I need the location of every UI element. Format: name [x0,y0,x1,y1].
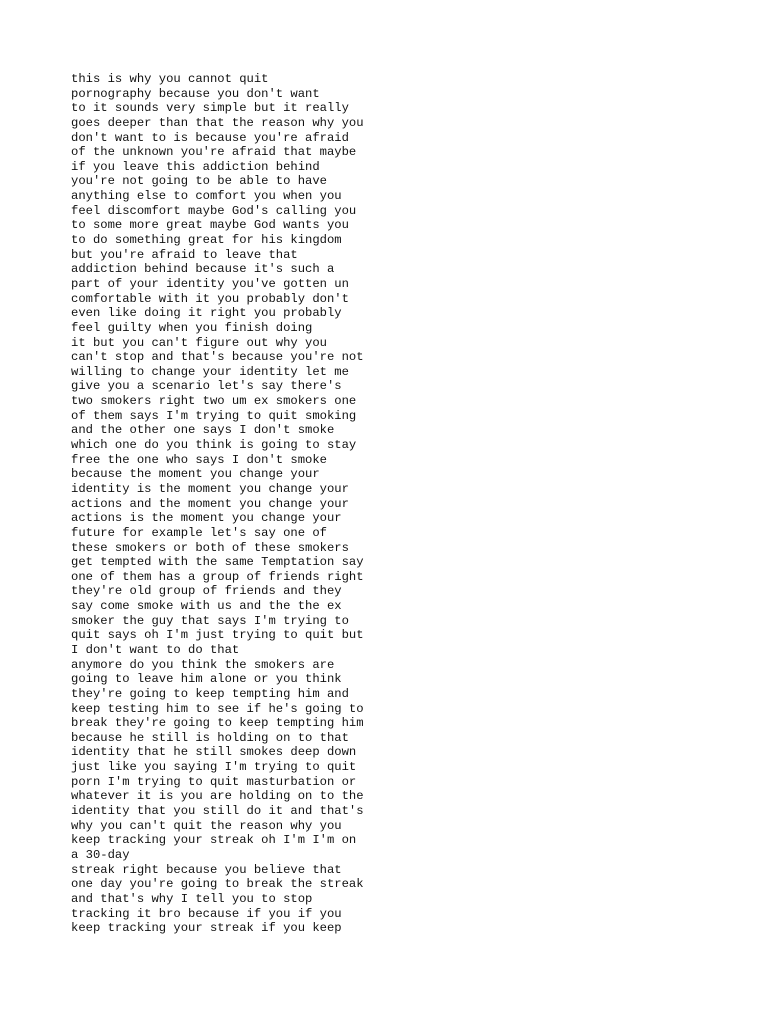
transcript-line: actions and the moment you change your [71,496,349,511]
transcript-line: future for example let's say one of [71,525,327,540]
transcript-line: this is why you cannot quit [71,72,269,86]
transcript-line: tracking it bro because if you if you [71,906,342,921]
transcript-line: quit says oh I'm just trying to quit but [71,628,364,643]
transcript-line: free the one who says I don't smoke [71,452,327,467]
transcript-line: porn I'm trying to quit masturbation or [71,774,357,789]
transcript-line: give you a scenario let's say there's [71,379,342,394]
transcript-line: they're going to keep tempting him and [71,686,349,701]
transcript-line: identity that you still do it and that's [71,804,364,819]
transcript-line: to do something great for his kingdom [71,233,342,248]
transcript-line: identity that he still smokes deep down [71,745,357,760]
transcript-line: anything else to comfort you when you [71,189,342,204]
transcript-line: a 30-day [71,847,130,862]
transcript-line: because the moment you change your [71,467,320,482]
transcript-line: part of your identity you've gotten un [71,276,349,291]
transcript-line: break they're going to keep tempting him [71,716,364,731]
transcript-line: two smokers right two um ex smokers one [71,394,357,409]
transcript-line: because he still is holding on to that [71,730,349,745]
transcript-line: of the unknown you're afraid that maybe [71,145,357,160]
transcript-line: why you can't quit the reason why you [71,818,342,833]
transcript-line: they're old group of friends and they [71,584,342,599]
transcript-line: addiction behind because it's such a [71,262,335,277]
transcript-line: feel discomfort maybe God's calling you [71,203,357,218]
transcript-line: if you leave this addiction behind [71,159,320,174]
transcript-line: streak right because you believe that [71,862,342,877]
transcript-line: I don't want to do that [71,642,240,657]
transcript-line: just like you saying I'm trying to quit [71,760,357,775]
transcript-text [71,72,364,936]
transcript-line: willing to change your identity let me [71,364,349,379]
transcript-line: these smokers or both of these smokers [71,540,349,555]
transcript-line: but you're afraid to leave that [71,247,298,262]
transcript-line: actions is the moment you change your [71,511,342,526]
transcript-line: you're not going to be able to have [71,174,327,189]
transcript-line: going to leave him alone or you think [71,672,342,687]
transcript-line: keep tracking your streak oh I'm I'm on [71,833,357,848]
transcript-line: smoker the guy that says I'm trying to [71,613,349,628]
transcript-line: can't stop and that's because you're not [71,350,364,365]
transcript-line: anymore do you think the smokers are [71,657,335,672]
transcript-line: which one do you think is going to stay [71,438,357,453]
transcript-line: one of them has a group of friends right [71,569,364,584]
transcript-line: of them says I'm trying to quit smoking [71,408,357,423]
transcript-line: pornography because you don't want [71,86,320,101]
transcript-line: to some more great maybe God wants you [71,218,349,233]
transcript-line: keep testing him to see if he's going to [71,701,364,716]
transcript-line: don't want to is because you're afraid [71,130,349,145]
transcript-line: it but you can't figure out why you [71,335,327,350]
transcript-line: and the other one says I don't smoke [71,423,335,438]
transcript-line: even like doing it right you probably [71,306,342,321]
transcript-line: say come smoke with us and the the ex [71,599,342,614]
transcript-line: comfortable with it you probably don't [71,291,349,306]
transcript-line: one day you're going to break the streak [71,877,364,892]
transcript-line: get tempted with the same Temptation say [71,555,364,570]
transcript-line: whatever it is you are holding on to the [71,789,364,804]
transcript-line: keep tracking your streak if you keep [71,921,342,936]
transcript-line: feel guilty when you finish doing [71,320,313,335]
transcript-line: goes deeper than that the reason why you [71,115,364,130]
transcript-line: and that's why I tell you to stop [71,891,313,906]
transcript-line: to it sounds very simple but it really [71,101,349,116]
transcript-line: identity is the moment you change your [71,481,349,496]
